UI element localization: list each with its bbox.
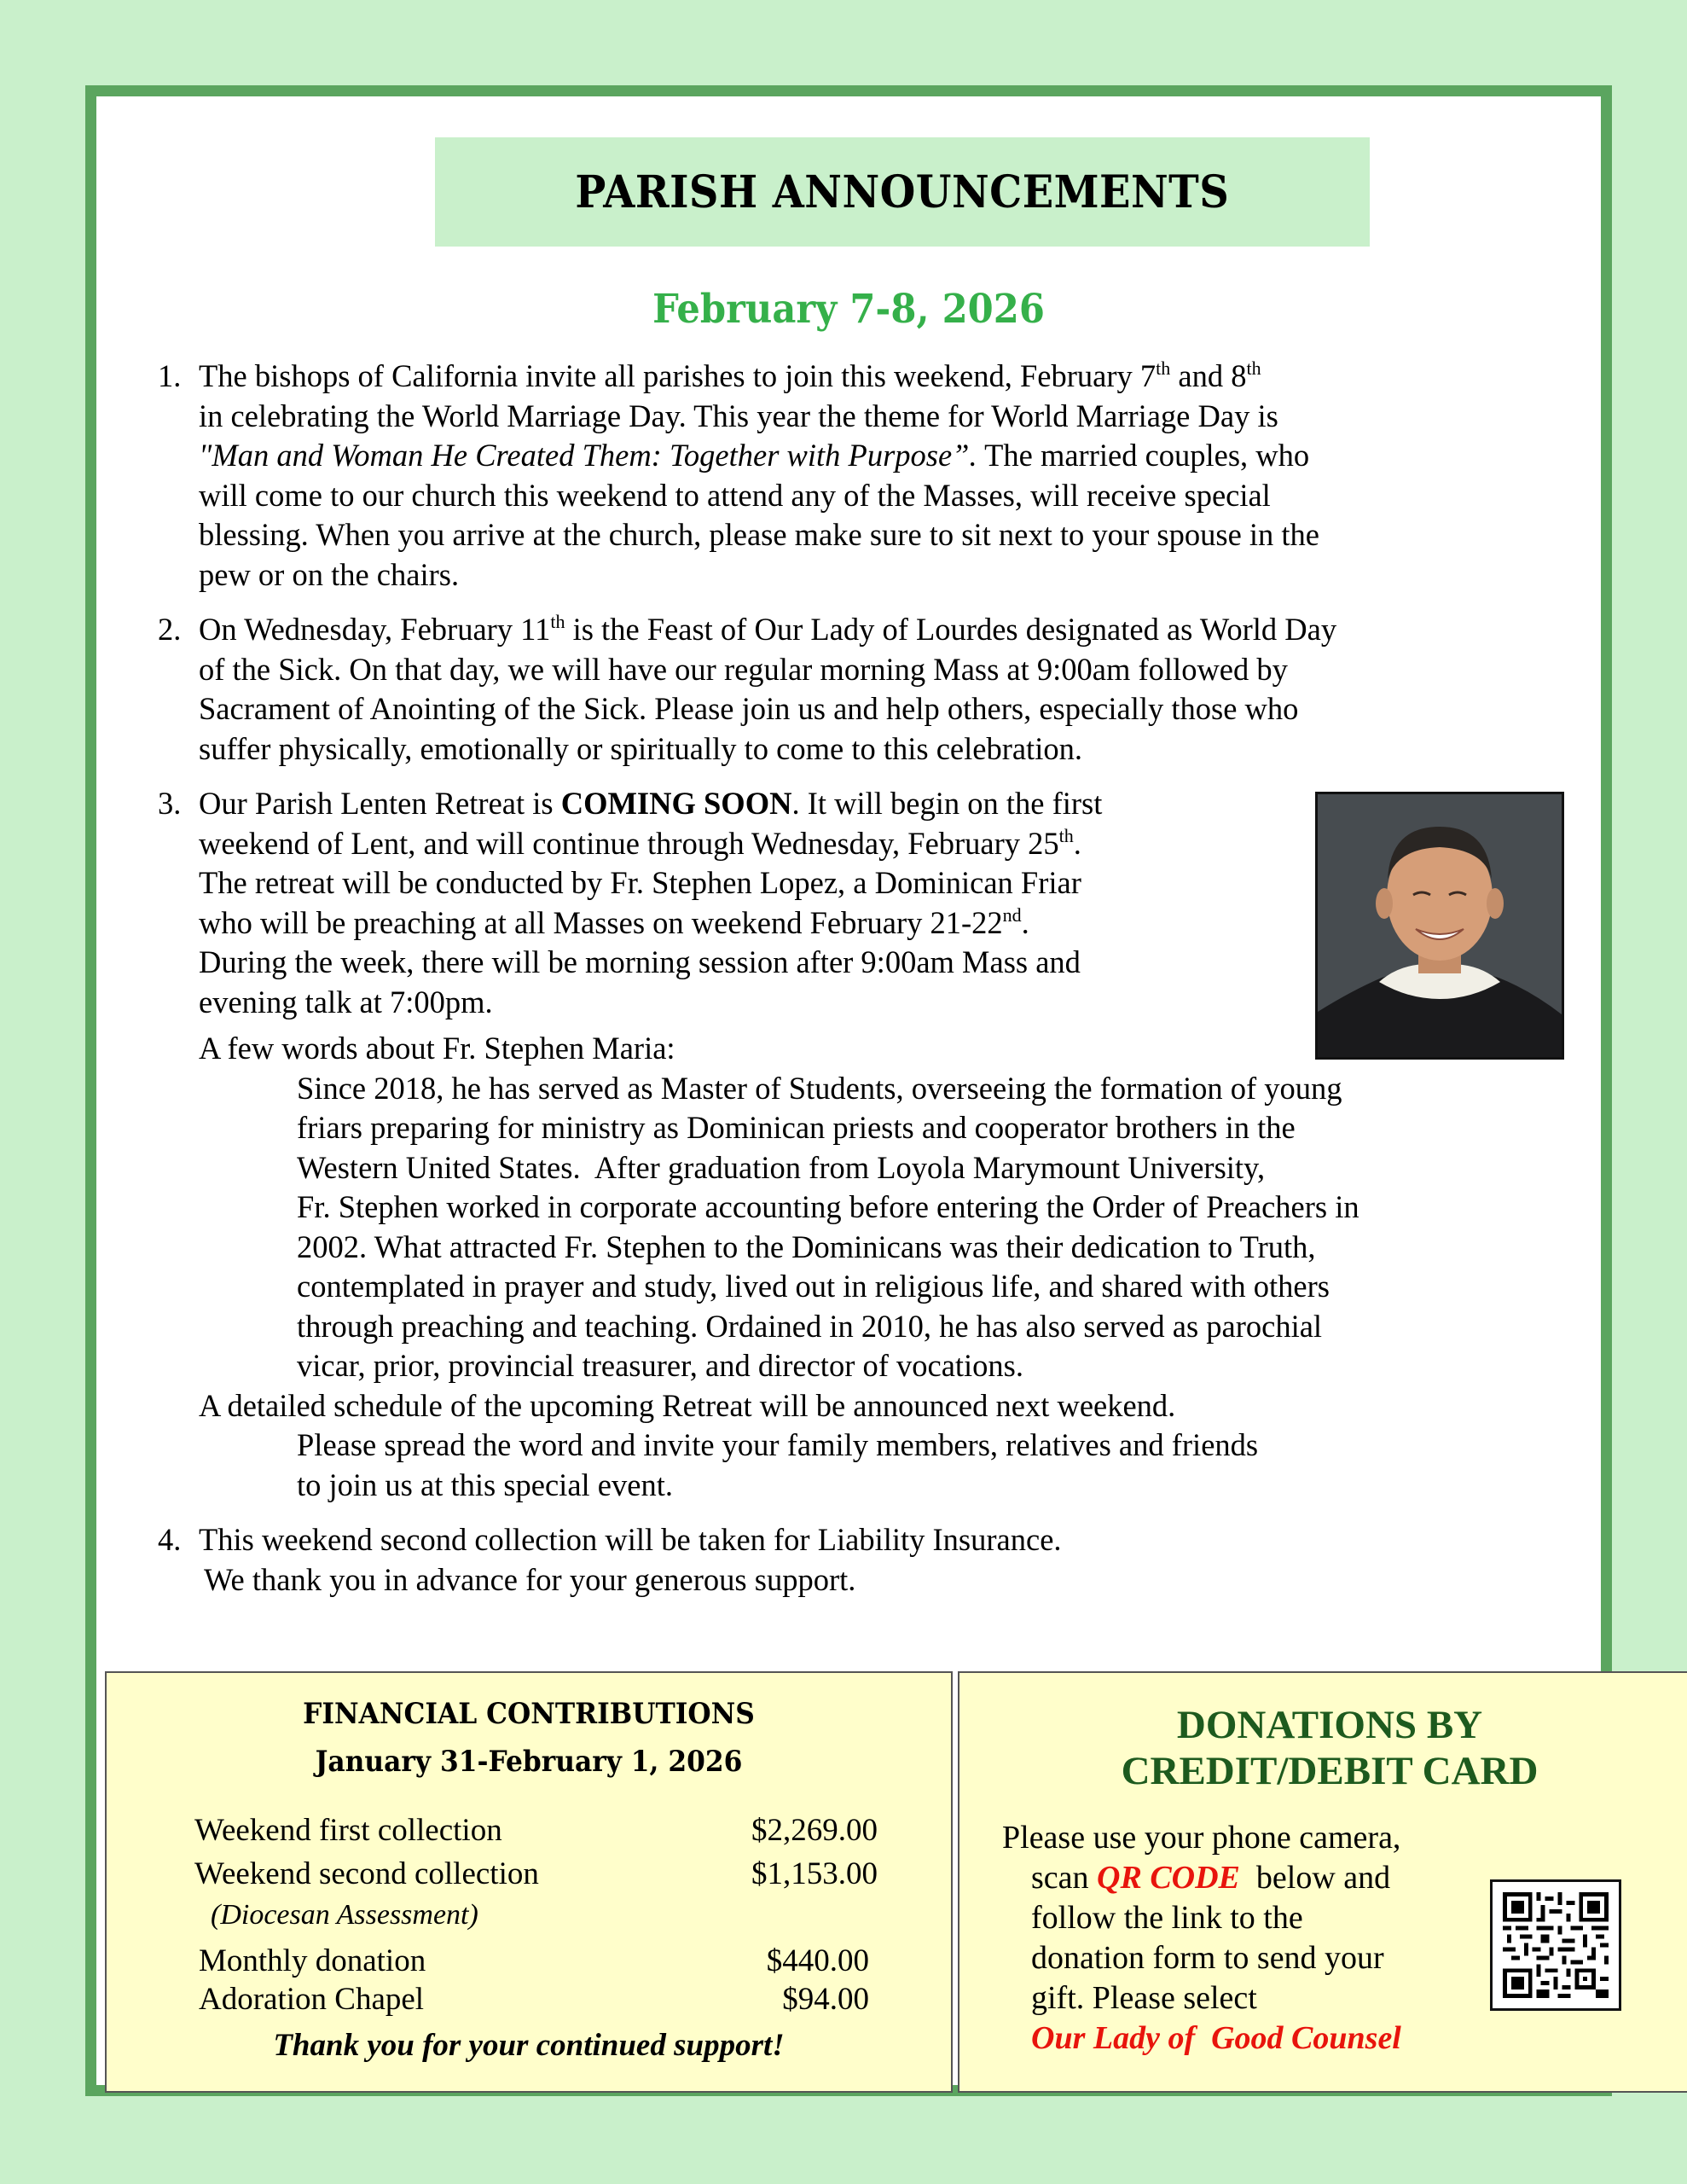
text-line: in celebrating the World Marriage Day. This year the theme for World Marriage Day is bbox=[199, 398, 1278, 433]
coming-soon-emphasis: COMING SOON bbox=[560, 786, 792, 821]
row-label: (Diocesan Assessment) bbox=[211, 1899, 478, 1931]
text-line: vicar, prior, provincial treasurer, and director of vocations. bbox=[297, 1348, 1024, 1383]
text-line: Please use your phone camera, bbox=[1002, 1820, 1401, 1856]
text-line: During the week, there will be morning session after 9:00am Mass and bbox=[199, 944, 1081, 979]
item-number: 2. bbox=[158, 612, 182, 647]
text-line: blessing. When you arrive at the church, please make sure to sit next to your spouse in the bbox=[199, 517, 1319, 552]
text-line: contemplated in prayer and study, lived out in religious life, and shared with others bbox=[297, 1269, 1330, 1304]
text-line: and 8 bbox=[1170, 358, 1247, 393]
row-label: Monthly donation bbox=[199, 1943, 426, 1978]
row-label: Weekend second collection bbox=[194, 1856, 539, 1891]
title-line: CREDIT/DEBIT CARD bbox=[1121, 1749, 1539, 1793]
text-line: donation form to send your bbox=[1031, 1940, 1384, 1976]
about-paragraph bbox=[199, 1069, 1599, 1386]
row-label: Weekend first collection bbox=[194, 1813, 502, 1848]
text-line: Since 2018, he has served as Master of Students, overseeing the formation of young bbox=[297, 1070, 1342, 1106]
schedule-paragraph bbox=[199, 1426, 1599, 1505]
item-number: 1. bbox=[158, 358, 182, 393]
announcement-2 bbox=[158, 610, 1599, 769]
announcement-date: February 7-8, 2026 bbox=[652, 286, 1045, 333]
text-line: follow the link to the bbox=[1031, 1900, 1303, 1936]
superscript: th bbox=[1156, 357, 1171, 379]
portrait-image bbox=[1318, 794, 1562, 1057]
financial-period: January 31-February 1, 2026 bbox=[315, 1745, 743, 1779]
qr-code-icon bbox=[1503, 1892, 1609, 1998]
financial-contributions-box bbox=[105, 1671, 953, 2093]
row-value: $440.00 bbox=[766, 1943, 869, 1978]
row-value: $2,269.00 bbox=[751, 1813, 878, 1848]
text-line: Sacrament of Anointing of the Sick. Please join us and help others, especially those who bbox=[199, 691, 1299, 726]
schedule-heading: A detailed schedule of the upcoming Retreat will be announced next weekend. bbox=[199, 1387, 1176, 1423]
text-line: Western United States. After graduation from Loyola Marymount University, bbox=[297, 1149, 1266, 1185]
text-line: On Wednesday, February 11 bbox=[199, 612, 551, 647]
text-line: scan bbox=[1031, 1860, 1098, 1896]
theme-quote: "Man and Woman He Created Them: Together with Purpose”. bbox=[199, 438, 977, 473]
title-line: DONATIONS BY bbox=[1176, 1703, 1483, 1747]
title-banner bbox=[435, 137, 1370, 247]
text-line: who will be preaching at all Masses on weekend February 21-22 bbox=[199, 904, 1003, 940]
page-title: PARISH ANNOUNCEMENTS bbox=[575, 166, 1230, 218]
text-line: The bishops of California invite all parishes to join this weekend, February 7 bbox=[199, 358, 1157, 393]
text-line: evening talk at 7:00pm. bbox=[199, 984, 493, 1019]
donations-title bbox=[959, 1702, 1687, 1794]
text-line: Please spread the word and invite your family members, relatives and friends bbox=[297, 1427, 1259, 1462]
text-line: We thank you in advance for your generous support. bbox=[204, 1561, 856, 1597]
announcement-4 bbox=[158, 1520, 1599, 1600]
text-line: pew or on the chairs. bbox=[199, 556, 460, 592]
text-line: through preaching and teaching. Ordained in 2010, he has also served as parochial bbox=[297, 1308, 1323, 1344]
qr-code-emphasis: QR CODE bbox=[1097, 1860, 1240, 1896]
superscript: th bbox=[1246, 357, 1261, 379]
text-line: gift. Please select bbox=[1031, 1980, 1257, 2016]
row-value: $1,153.00 bbox=[751, 1856, 878, 1891]
donations-instructions bbox=[1002, 1818, 1401, 2059]
text-line: . It will begin on the first bbox=[791, 786, 1103, 821]
text-line: This weekend second collection will be taken for Liability Insurance. bbox=[199, 1522, 1062, 1557]
text-line: . bbox=[1073, 825, 1081, 861]
announcement-frame bbox=[85, 85, 1612, 2096]
donations-box bbox=[958, 1671, 1687, 2093]
financial-title: FINANCIAL CONTRIBUTIONS bbox=[303, 1697, 755, 1731]
superscript: nd bbox=[1002, 903, 1022, 926]
row-value: $94.00 bbox=[782, 1982, 869, 2017]
row-label: Adoration Chapel bbox=[199, 1982, 425, 2017]
text-line: weekend of Lent, and will continue through Wednesday, February 25 bbox=[199, 825, 1059, 861]
text-line: Fr. Stephen worked in corporate accounting before entering the Order of Preachers in bbox=[297, 1189, 1359, 1224]
superscript: th bbox=[550, 611, 565, 632]
text-line: below and bbox=[1239, 1860, 1391, 1896]
text-line: . bbox=[1021, 904, 1029, 940]
item-number: 4. bbox=[158, 1522, 182, 1557]
text-line: of the Sick. On that day, we will have our regular morning Mass at 9:00am followed by bbox=[199, 651, 1288, 687]
text-line: suffer physically, emotionally or spiritually to come to this celebration. bbox=[199, 730, 1082, 766]
text-line: will come to our church this weekend to attend any of the Masses, will receive special bbox=[199, 477, 1271, 513]
text-line: is the Feast of Our Lady of Lourdes designated as World Day bbox=[565, 612, 1337, 647]
text-line: 2002. What attracted Fr. Stephen to the Dominicans was their dedication to Truth, bbox=[297, 1228, 1316, 1264]
text-line: friars preparing for ministry as Dominican priests and cooperator brothers in the bbox=[297, 1110, 1296, 1145]
text-line: Our Parish Lenten Retreat is bbox=[199, 786, 561, 821]
text-line: The married couples, who bbox=[977, 438, 1310, 473]
superscript: th bbox=[1058, 824, 1074, 846]
priest-photo bbox=[1315, 792, 1564, 1060]
thank-you-note: Thank you for your continued support! bbox=[273, 2028, 785, 2063]
item-number: 3. bbox=[158, 786, 182, 821]
text-line: to join us at this special event. bbox=[297, 1467, 673, 1502]
about-heading: A few words about Fr. Stephen Maria: bbox=[199, 1031, 675, 1066]
qr-code[interactable] bbox=[1490, 1879, 1621, 2011]
announcement-1 bbox=[158, 357, 1599, 595]
text-line: The retreat will be conducted by Fr. Stephen Lopez, a Dominican Friar bbox=[199, 865, 1081, 900]
parish-name-emphasis: Our Lady of Good Counsel bbox=[1031, 2020, 1401, 2056]
